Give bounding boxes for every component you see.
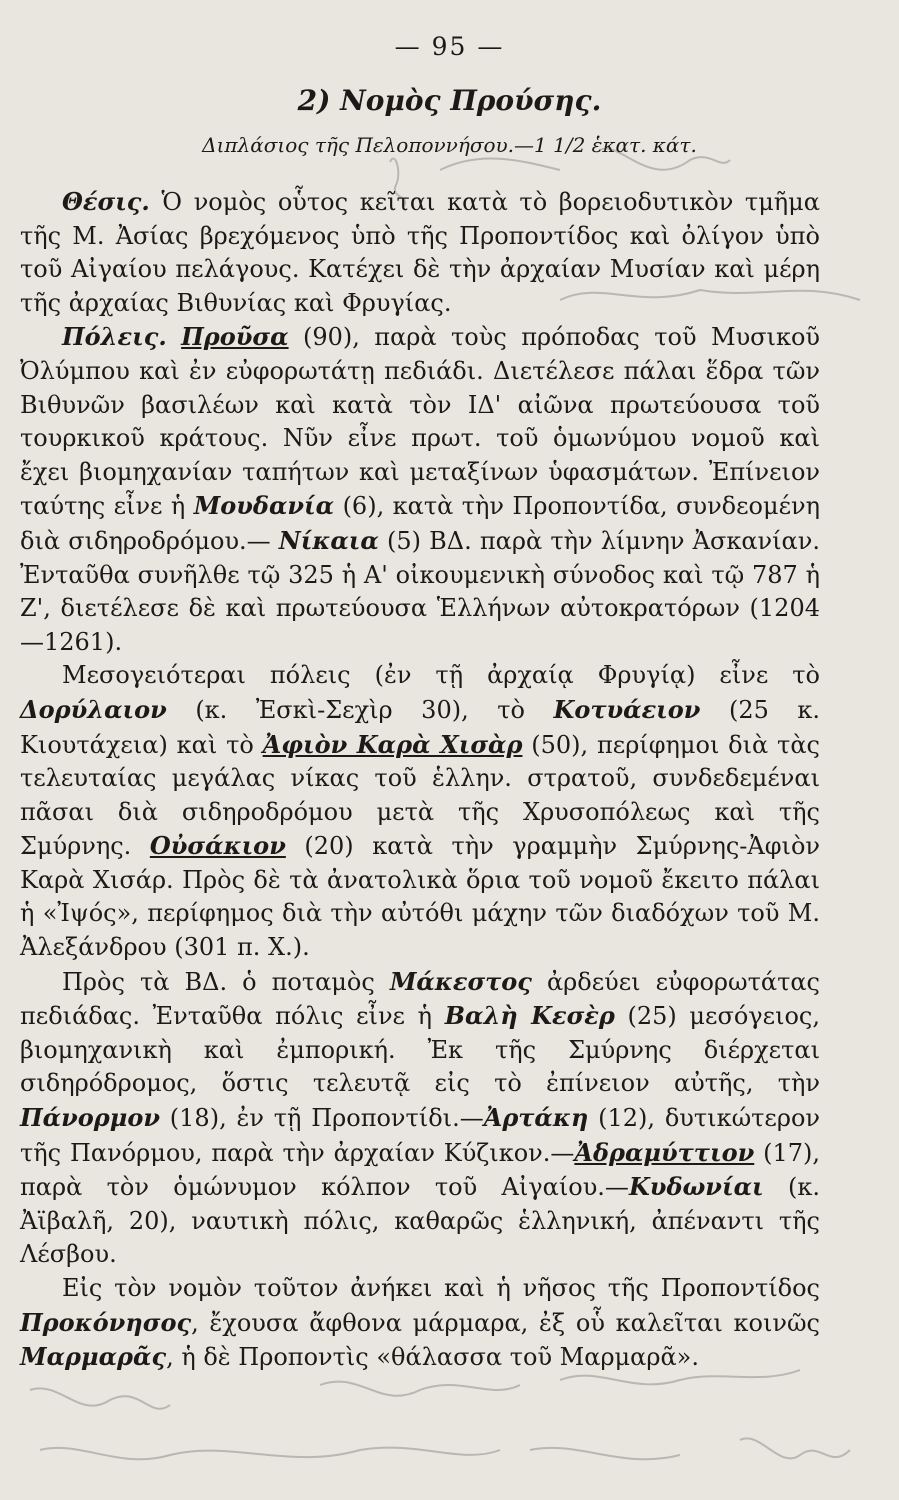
inland-text-3: (25 κ. Κιουτάχεια) καὶ τὸ [20, 695, 821, 759]
island-text-2: , ἔχουσα ἄφθονα μάρμαρα, ἐξ οὗ καλεῖται κοινῶς [191, 1308, 820, 1337]
inland-text-2: (κ. Ἐσκὶ-Σεχὶρ 30), τὸ [166, 695, 554, 724]
pencil-scribble-5 [30, 1388, 170, 1408]
island-text-3: , ἡ δὲ Προποντὶς «θάλασσα τοῦ Μαρμαρᾶ». [166, 1343, 699, 1372]
place-vali-keser: Βαλὴ Κεσὲρ [444, 1001, 615, 1031]
northwest-text-4: (18), ἐν τῇ Προποντίδι.— [160, 1104, 484, 1133]
place-ousakion: Οὐσάκιον [149, 831, 286, 861]
island-text-1: Εἰς τὸν νομὸν τοῦτον ἀνήκει καὶ ἡ νῆσος τῆς Προποντίδος [62, 1274, 820, 1302]
section-heading: 2) Νομὸς Προύσης. [297, 84, 602, 117]
thesis-paragraph [20, 185, 820, 320]
thesis-label: Θέσις. [62, 187, 150, 216]
pencil-scribble-6 [320, 1382, 520, 1396]
place-nikaia: Νίκαια [278, 525, 379, 555]
northwest-text-7: (κ. Ἀϊβαλῆ, 20), ναυτικὴ πόλις, καθαρῶς ἑλληνική, ἀπέναντι τῆς Λέσβου. [20, 1173, 820, 1269]
cities-text-1: (90), παρὰ τοὺς πρόποδας τοῦ Μυσικοῦ Ὀλύμπου καὶ ἐν εὐφορωτάτῃ πεδιάδι. Διετέλεσε πάλαι ἕδρα τῶν Βιθυνῶν βασιλέων καὶ κατὰ τὸν ΙΔ' αἰῶνα πρωτεύουσα τοῦ τουρκικοῦ κράτους. Νῦν εἶνε πρωτ. τοῦ ὁμωνύμου νομοῦ καὶ ἔχει βιομηχανίαν ταπήτων καὶ μεταξίνων ὑφασμάτων. Ἐπίνειον ταύτης εἶνε ἡ [20, 323, 820, 521]
inland-text-1: Μεσογειότεραι πόλεις (ἐν τῇ ἀρχαίᾳ Φρυγίᾳ) εἶνε τὸ [62, 661, 820, 690]
place-kotyaeion: Κοτυάειον [553, 694, 701, 724]
section-subheading: Διπλάσιος τῆς Πελοποννήσου.—1 1/2 ἑκατ. κάτ. [202, 133, 697, 157]
thesis-text: Ὁ νομὸς οὗτος κεῖται κατὰ τὸ βορειοδυτικὸν τμῆμα τῆς Μ. Ἀσίας βρεχόμενος ὑπὸ τῆς Προποντίδος καὶ ὀλίγον ὑπὸ τοῦ Αἰγαίου πελάγους. Κατέχει δὲ τὴν ἀρχαίαν Μυσίαν καὶ μέρη τῆς ἀρχαίας Βιθυνίας καὶ Φρυγίας. [20, 188, 820, 317]
place-moudania: Μουδανία [193, 491, 335, 521]
pencil-scribble-8 [40, 1448, 500, 1460]
place-marmaras: Μαρμαρᾶς [20, 1342, 167, 1372]
northwest-text-2: ἀρδεύει εὐφορωτάτας πεδιάδας. Ἐνταῦθα πόλις εἶνε ἡ [20, 967, 820, 1031]
pencil-scribble-10 [740, 1438, 850, 1458]
place-dorylaion: Δορύλαιον [20, 694, 167, 724]
place-afion: Ἀφιὸν Καρὰ Χισὰρ [262, 729, 523, 759]
page-number: — 95 — [394, 32, 505, 61]
northwest-text-5: (12), δυτικώτερον τῆς Πανόρμου, παρὰ τὴν ἀρχαίαν Κύζικον.— [20, 1104, 820, 1167]
body-text [20, 185, 820, 1375]
place-prokonnisos: Προκόνησος [20, 1307, 192, 1337]
island-paragraph [20, 1272, 820, 1375]
place-kydoniai: Κυδωνίαι [628, 1172, 764, 1202]
northwest-text-3: (25) μεσόγειος, βιομηχανικὴ καὶ ἐμπορική. Ἐκ τῆς Σμύρνης διέρχεται σιδηρόδρομος, ὅστις τελευτᾷ εἰς τὸ ἐπίνειον αὐτῆς, τὴν [20, 1002, 820, 1098]
cities-text-2: (6), κατὰ τὴν Προποντίδα, συνδεομένη διὰ σιδηροδρόμου.— [20, 492, 820, 555]
inland-paragraph [20, 659, 820, 964]
place-makestos: Μάκεστος [389, 966, 532, 996]
place-artaki: Ἀρτάκη [483, 1103, 589, 1133]
cities-paragraph [20, 320, 820, 659]
inland-text-5: (20) κατὰ τὴν γραμμὴν Σμύρνης-Ἀφιὸν Καρὰ Χισάρ. Πρὸς δὲ τὰ ἀνατολικὰ ὅρια τοῦ νομοῦ ἔκειτο πάλαι ἡ «Ἰψός», περίφημος διὰ τὴν αὐτόθι μάχην τῶν διαδόχων τοῦ Μ. Ἀλεξάνδρου (301 π. Χ.). [20, 832, 820, 962]
place-prousa: Προῦσα [181, 322, 289, 352]
pencil-scribble-2 [440, 158, 560, 170]
northwest-paragraph [20, 965, 820, 1272]
cities-label: Πόλεις. [62, 322, 167, 352]
cities-text-3: (5) ΒΔ. παρὰ τὴν λίμνην Ἀσκανίαν. Ἐνταῦθα συνῆλθε τῷ 325 ἡ Α' οἰκουμενικὴ σύνοδος καὶ τῷ 787 ἡ Ζ', διετέλεσε δὲ καὶ πρωτεύουσα Ἑλλήνων αὐτοκρατόρων (1204—1261). [20, 526, 820, 656]
inland-text-4: (50), περίφημοι διὰ τὰς τελευταίας μεγάλας νίκας τοῦ ἑλλην. στρατοῦ, συνδεδεμέναι πᾶσαι διὰ σιδηροδρόμου μετὰ τῆς Χρυσοπόλεως καὶ τῆς Σμύρνης. [20, 730, 820, 861]
northwest-text-6: (17), παρὰ τὸν ὁμώνυμον κόλπον τοῦ Αἰγαίου.— [20, 1138, 820, 1202]
pencil-scribble-9 [530, 1448, 680, 1459]
place-panormos: Πάνορμον [20, 1103, 160, 1133]
northwest-text-1: Πρὸς τὰ ΒΔ. ὁ ποταμὸς [62, 967, 390, 996]
place-adramyttion: Ἀδραμύττιον [574, 1137, 755, 1167]
